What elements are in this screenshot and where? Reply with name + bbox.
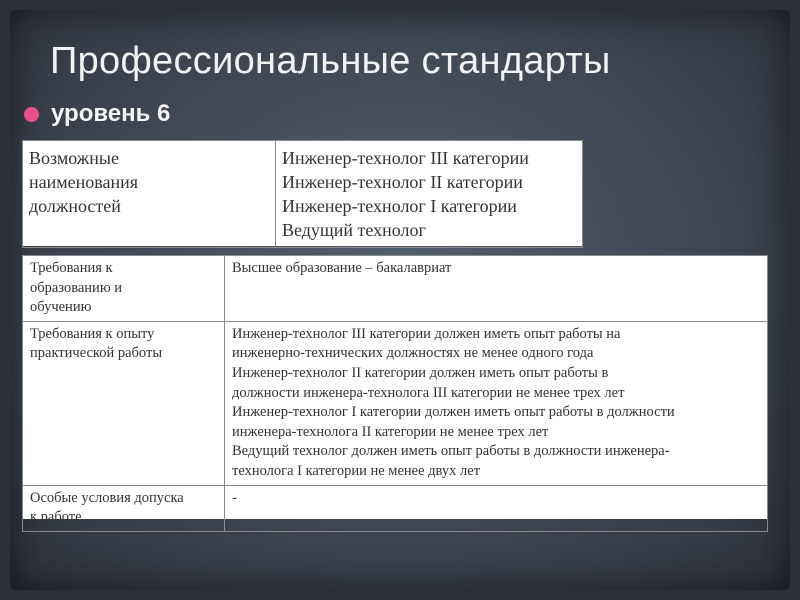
cell-line: Инженер-технолог II категории должен иметь опыт работы в bbox=[232, 364, 609, 381]
cell-line: наименования bbox=[29, 172, 139, 192]
cell-line: обучению bbox=[30, 299, 92, 316]
experience-label-cell bbox=[23, 321, 225, 485]
cell-line: Ведущий технолог должен иметь опыт работы в должности инженера- bbox=[232, 443, 670, 460]
page-title: Профессиональные стандарты bbox=[50, 40, 611, 82]
experience-value-cell bbox=[225, 321, 768, 485]
cell-line: должности инженера-технолога III категории не менее трех лет bbox=[232, 384, 625, 401]
cell-line: инженера-технолога II категории не менее трех лет bbox=[232, 423, 549, 440]
cell-line: инженерно-технических должностях не менее одного года bbox=[232, 345, 594, 362]
cell-line: Инженер-технолог III категории должен иметь опыт работы на bbox=[232, 325, 621, 342]
positions-label-cell bbox=[23, 141, 276, 248]
cell-line: Высшее образование – бакалавриат bbox=[232, 260, 452, 276]
cell-line: технолога I категории не менее двух лет bbox=[232, 462, 481, 479]
special-conditions-label-cell bbox=[23, 485, 225, 531]
cell-line: к работе bbox=[30, 509, 82, 526]
bullet-dot-icon bbox=[24, 107, 39, 122]
table-row bbox=[23, 256, 768, 322]
cell-line: Требования к опыту bbox=[30, 325, 155, 342]
position-title: Инженер-технолог II категории bbox=[282, 172, 523, 192]
positions-titles-cell bbox=[276, 141, 583, 248]
position-title: Инженер-технолог III категории bbox=[282, 148, 529, 168]
table-row bbox=[23, 485, 768, 531]
level-label: уровень 6 bbox=[51, 100, 171, 127]
position-title: Инженер-технолог I категории bbox=[282, 196, 517, 216]
table-row bbox=[23, 321, 768, 485]
cell-line: должностей bbox=[29, 196, 121, 216]
positions-table bbox=[22, 140, 583, 246]
requirements-table bbox=[22, 255, 768, 526]
cell-line: - bbox=[232, 489, 237, 506]
cell-line: Особые условия допуска bbox=[30, 489, 184, 506]
education-value-cell bbox=[225, 256, 768, 322]
level-item bbox=[24, 100, 170, 128]
cell-line: Инженер-технолог I категории должен иметь опыт работы в должности bbox=[232, 404, 675, 421]
position-title: Ведущий технолог bbox=[282, 220, 426, 240]
cell-line: образованию и bbox=[30, 279, 123, 296]
special-conditions-value-cell bbox=[225, 485, 768, 531]
table-row bbox=[23, 141, 583, 248]
cell-line: практической работы bbox=[30, 345, 163, 362]
cell-line: Требования к bbox=[30, 260, 113, 276]
education-label-cell bbox=[23, 256, 225, 322]
cell-line: Возможные bbox=[29, 148, 119, 168]
